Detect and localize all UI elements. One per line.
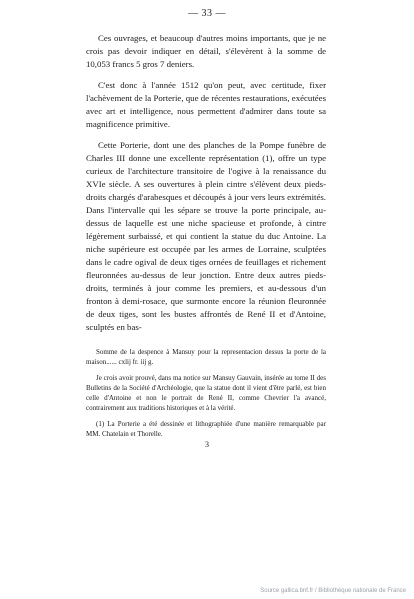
- footnote: Je crois avoir prouvé, dans ma notice sur Mansuy Gauvain, insérée au tome II des Bulletins de la Société d'Archéologie, que la statue dont il vient d'être parlé, est bien celle d'Antoine et non le portrait de René II, comme Chevrier l'a avancé, contrairement aux traditions historiques et à la vérité.: [86, 374, 326, 412]
- main-text: [86, 32, 326, 342]
- page-number: — 33 —: [188, 8, 226, 19]
- paragraph: Ces ouvrages, et beaucoup d'autres moins importants, que je ne crois pas devoir indiquer en détail, s'élevèrent à la somme de 10,053 francs 5 gros 7 deniers.: [86, 33, 326, 69]
- footnotes: [86, 347, 326, 445]
- footnote: (1) La Porterie a été dessinée et lithographiée d'une manière remarquable par MM. Chatelain et Thorelle.: [86, 420, 326, 438]
- source-credit: Source gallica.bnf.fr / Bibliothèque nationale de France: [260, 588, 406, 594]
- paragraph: C'est donc à l'année 1512 qu'on peut, avec certitude, fixer l'achèvement de la Porterie, que de récentes restaurations, exécutées avec art et intelligence, nous permettent d'admirer dans toute sa magnificence primitive.: [86, 80, 326, 129]
- paragraph: Cette Porterie, dont une des planches de la Pompe funèbre de Charles III donne une excellente représentation (1), offre un type curieux de l'architecture transitoire de l'ogive à la renaissance du XVIe siècle. A ses ouvertures à plein cintre s'élèvent deux pieds-droits chargés d'arabesques et découpés à jour vers leurs extrémités. Dans l'intervalle qui les sépare se trouve la porte principale, au-dessus de laquelle est une niche spacieuse et profonde, à cintre légèrement surbaissé, et qui contient la statue du duc Antoine. La niche supérieure est occupée par les armes de Lorraine, sculptées dans le cadre ogival de deux tiges ornées de feuillages et richement fleuronnées au-dessus de leur jonction. Entre deux autres pieds-droits, terminés à jour comme les premiers, et au-dessous d'un fronton à demi-rosace, que surmonte encore la réunion fleuronnée de deux tiges, sont les bustes affrontés de René II et d'Antoine, sculptés en bas-: [86, 140, 326, 332]
- footnote: Somme de la despence à Mansuy pour la representacion dessus la porte de la maison...... cxlij fr. iij g.: [86, 348, 326, 366]
- signature-mark: 3: [205, 440, 209, 449]
